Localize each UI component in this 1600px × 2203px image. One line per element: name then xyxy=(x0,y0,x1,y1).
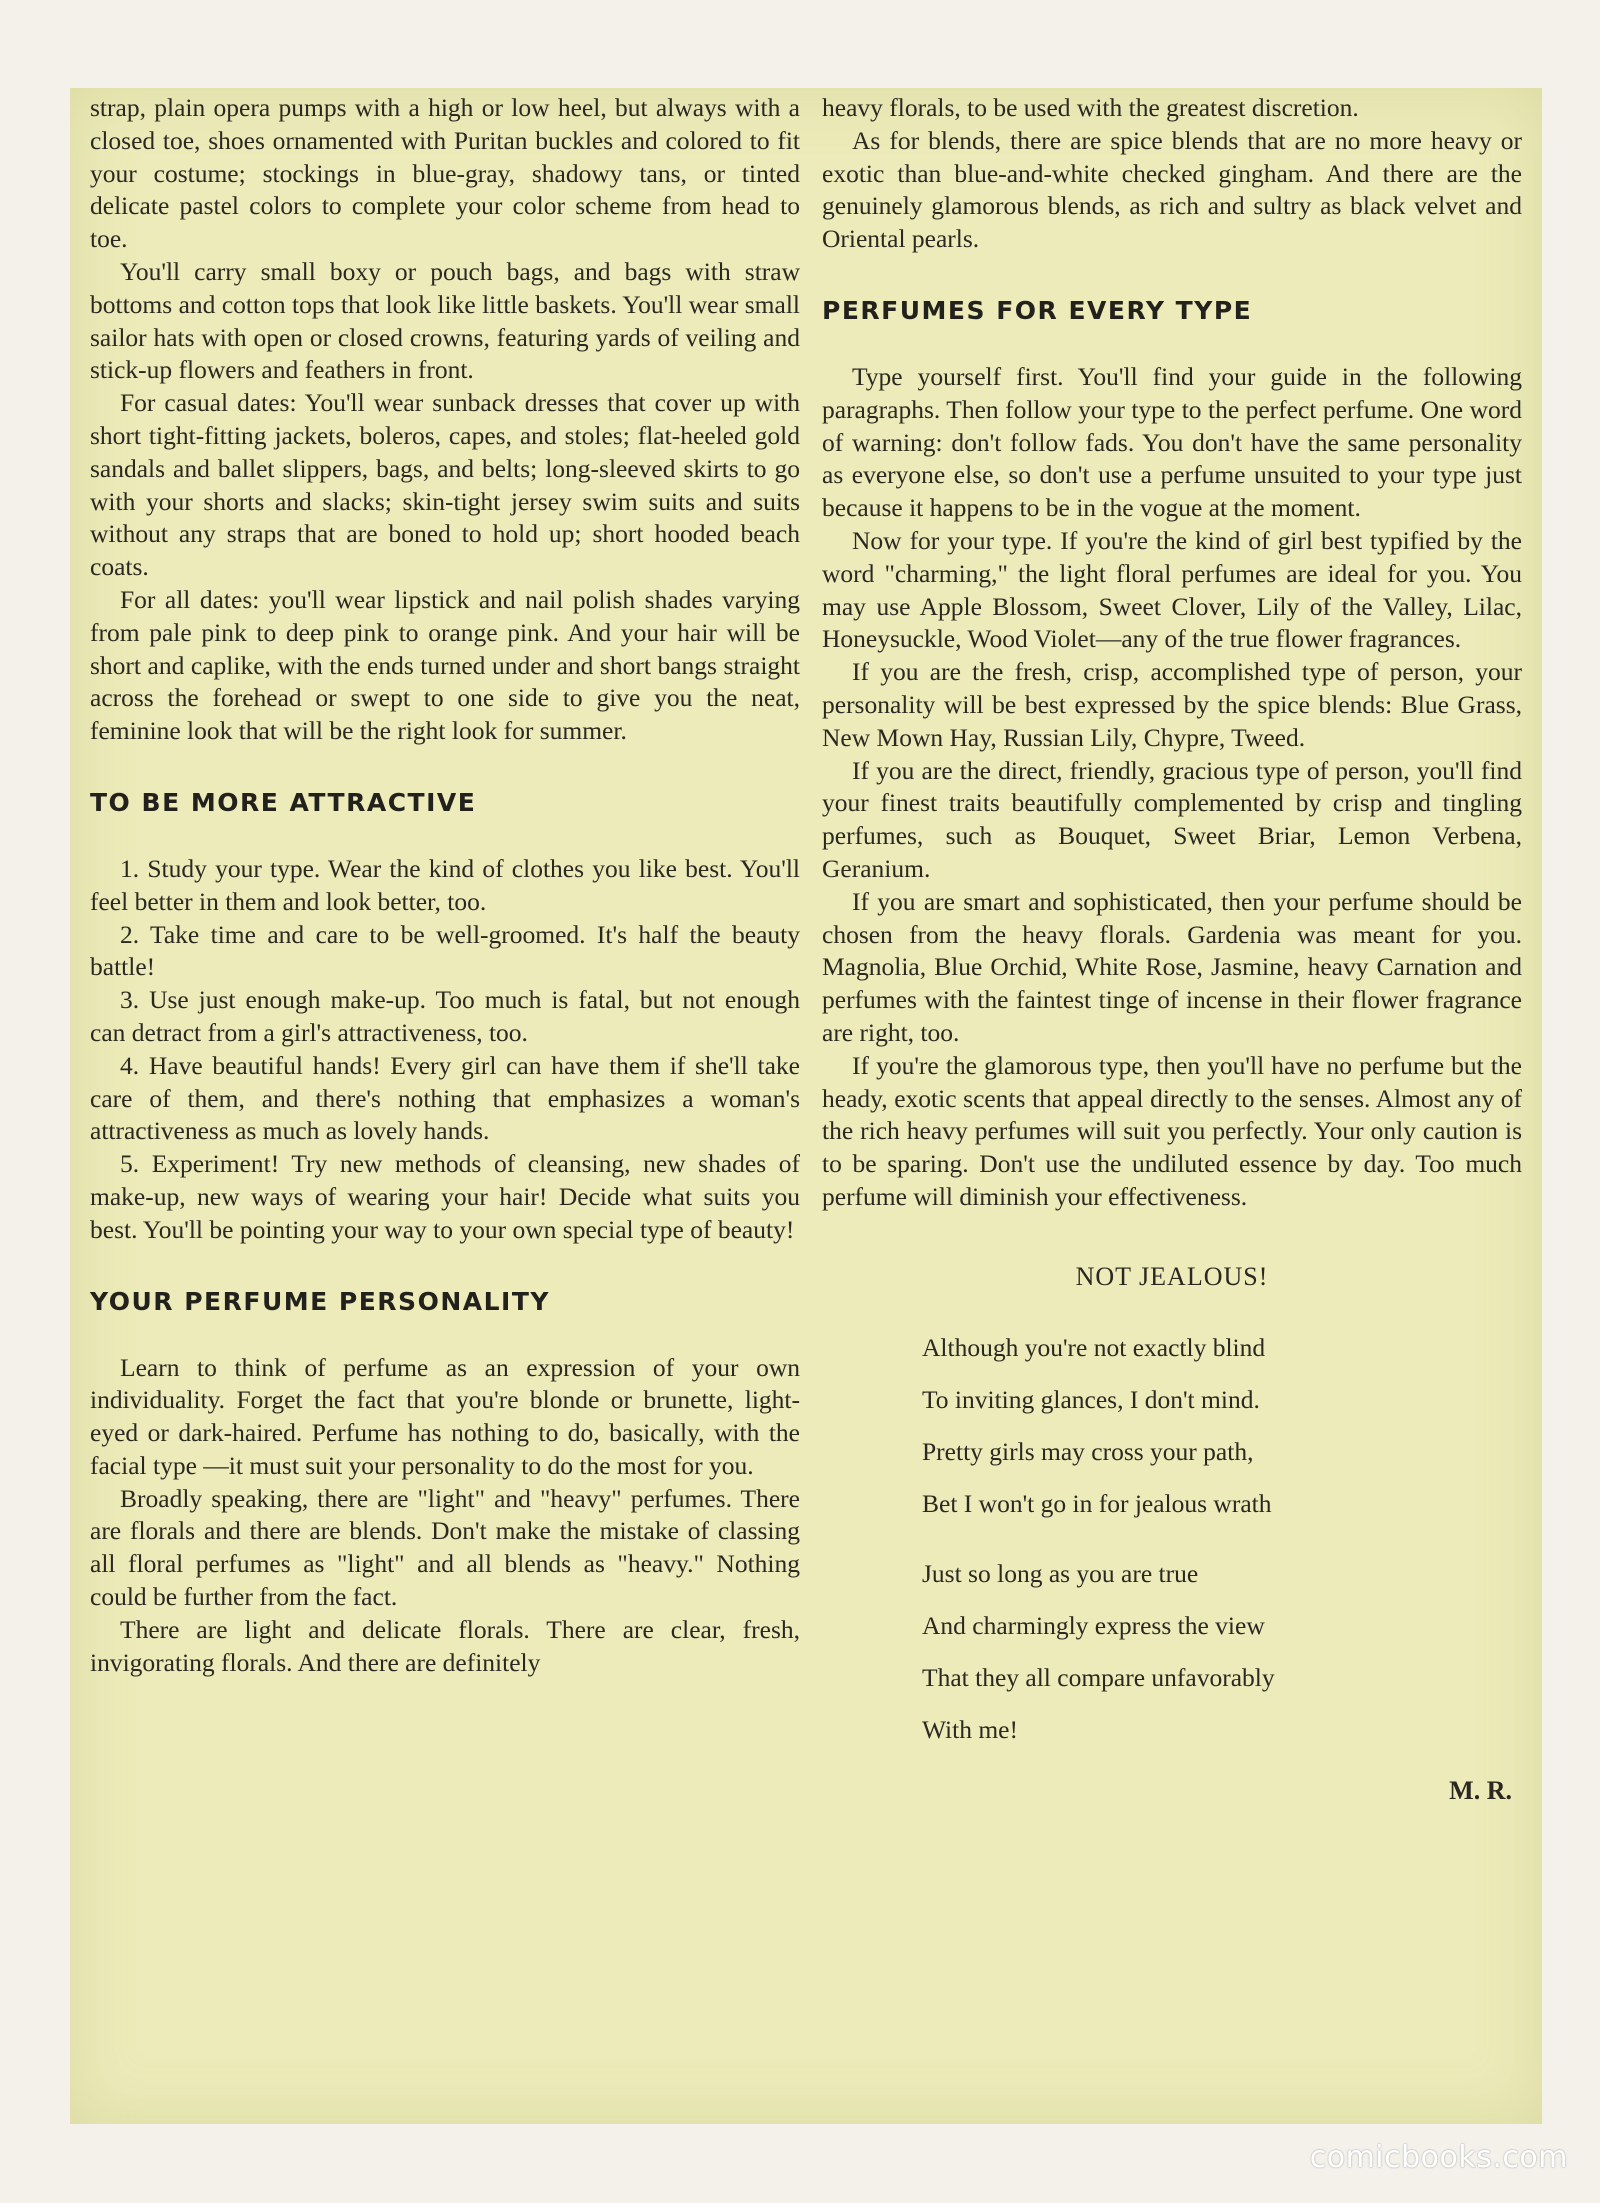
magazine-page xyxy=(70,88,1542,2124)
list-item: 3. Use just enough make-up. Too much is fatal, but not enough can detract from a girl's attractiveness, too. xyxy=(90,985,800,1047)
poem-line: That they all compare unfavorably xyxy=(922,1662,1275,1692)
poem-signature: M. R. xyxy=(1449,1775,1512,1805)
paragraph: Learn to think of perfume as an expression of your own individuality. Forget the fact that you're blonde or brunette, light-eyed or dark-haired. Perfume has nothing to do, basically, with the facial type —it must suit your personality to do the most for you. xyxy=(90,1352,800,1480)
left-column xyxy=(90,92,800,1679)
poem-line: With me! xyxy=(922,1714,1018,1744)
paragraph: If you are the fresh, crisp, accomplished type of person, your personality will be best expressed by the spice blends: Blue Grass, New Mown Hay, Russian Lily, Chypre, Tweed. xyxy=(822,657,1522,752)
paragraph: strap, plain opera pumps with a high or low heel, but always with a closed toe, shoes ornamented with Puritan buckles and colored to fit your costume; stockings in blue-gray, shadowy tans, or tinted delicate pastel colors to complete your color scheme from head to toe. xyxy=(90,93,800,254)
poem-line: Just so long as you are true xyxy=(922,1558,1199,1588)
list-item: 5. Experiment! Try new methods of cleansing, new shades of make-up, new ways of wearing your hair! Decide what suits you best. You'll be pointing your way to your own special type of beauty! xyxy=(90,1149,800,1244)
poem-line: Bet I won't go in for jealous wrath xyxy=(922,1488,1272,1518)
poem-line: And charmingly express the view xyxy=(922,1610,1265,1640)
right-column xyxy=(822,92,1522,1806)
poem-line: Although you're not exactly blind xyxy=(922,1332,1266,1362)
paragraph: For casual dates: You'll wear sunback dresses that cover up with short tight-fitting jackets, boleros, capes, and stoles; flat-heeled gold sandals and ballet slippers, bags, and belts; long-sleeved skirts to go with your shorts and slacks; skin-tight jersey swim suits and suits without any straps that are boned to hold up; short hooded beach coats. xyxy=(90,388,800,582)
poem-line: To inviting glances, I don't mind. xyxy=(922,1384,1260,1414)
paragraph: As for blends, there are spice blends that are no more heavy or exotic than blue-and-white checked gingham. And there are the genuinely glamorous blends, as rich and sultry as black velvet and Oriental pearls. xyxy=(822,125,1522,254)
list-item: 1. Study your type. Wear the kind of clothes you like best. You'll feel better in them and look better, too. xyxy=(90,853,800,916)
section-heading: PERFUMES FOR EVERY TYPE xyxy=(822,295,1253,325)
paragraph: Type yourself first. You'll find your guide in the following paragraphs. Then follow your type to the perfect perfume. One word of warning: don't follow fads. You don't have the same personality as everyone else, so don't use a perfume unsuited to your type just because it happens to be in the vogue at the moment. xyxy=(822,361,1522,523)
paragraph: If you're the glamorous type, then you'll have no perfume but the heady, exotic scents that appeal directly to the senses. Almost any of the rich heavy perfumes will suit you perfectly. Your only caution is to be sparing. Don't use the undiluted essence by day. Too much perfume will diminish your effectiveness. xyxy=(822,1050,1522,1211)
section-heading: YOUR PERFUME PERSONALITY xyxy=(90,1286,550,1316)
poem xyxy=(822,1322,1522,1756)
paragraph: For all dates: you'll wear lipstick and nail polish shades varying from pale pink to deep pink to orange pink. And your hair will be short and caplike, with the ends turned under and short bangs straight across the forehead or swept to one side to give you the neat, feminine look that will be the right look for summer. xyxy=(90,584,800,746)
paragraph: Broadly speaking, there are "light" and "heavy" perfumes. There are florals and there are blends. Don't make the mistake of classing all floral perfumes as "light" and all blends as "heavy." Nothing could be further from the fact. xyxy=(90,1483,800,1612)
list-item: 2. Take time and care to be well-groomed. It's half the beauty battle! xyxy=(90,919,800,982)
stanza-break xyxy=(922,1530,1522,1548)
poem-title: NOT JEALOUS! xyxy=(1075,1261,1269,1291)
paragraph: Now for your type. If you're the kind of girl best typified by the word "charming," the light floral perfumes are ideal for you. You may use Apple Blossom, Sweet Clover, Lily of the Valley, Lilac, Honeysuckle, Wood Violet—any of the true flower fragrances. xyxy=(822,525,1522,654)
site-watermark: comicbooks.com xyxy=(1309,2140,1568,2175)
paragraph: You'll carry small boxy or pouch bags, and bags with straw bottoms and cotton tops that look like little baskets. You'll wear small sailor hats with open or closed crowns, featuring yards of veiling and stick-up flowers and feathers in front. xyxy=(90,256,800,385)
poem-line: Pretty girls may cross your path, xyxy=(922,1436,1254,1466)
section-heading: TO BE MORE ATTRACTIVE xyxy=(90,787,477,817)
paragraph: If you are the direct, friendly, gracious type of person, you'll find your finest traits beautifully complemented by crisp and tingling perfumes, such as Bouquet, Sweet Briar, Lemon Verbena, Geranium. xyxy=(822,755,1522,883)
paragraph: There are light and delicate florals. There are clear, fresh, invigorating florals. And there are definitely xyxy=(90,1614,800,1677)
list-item: 4. Have beautiful hands! Every girl can have them if she'll take care of them, and there's nothing that emphasizes a woman's attractiveness as much as lovely hands. xyxy=(90,1050,800,1146)
paragraph: If you are smart and sophisticated, then your perfume should be chosen from the heavy florals. Gardenia was meant for you. Magnolia, Blue Orchid, White Rose, Jasmine, heavy Carnation and perfumes with the faintest tinge of incense in their flower fragrance are right, too. xyxy=(822,886,1522,1047)
paragraph: heavy florals, to be used with the greatest discretion. xyxy=(822,93,1359,122)
